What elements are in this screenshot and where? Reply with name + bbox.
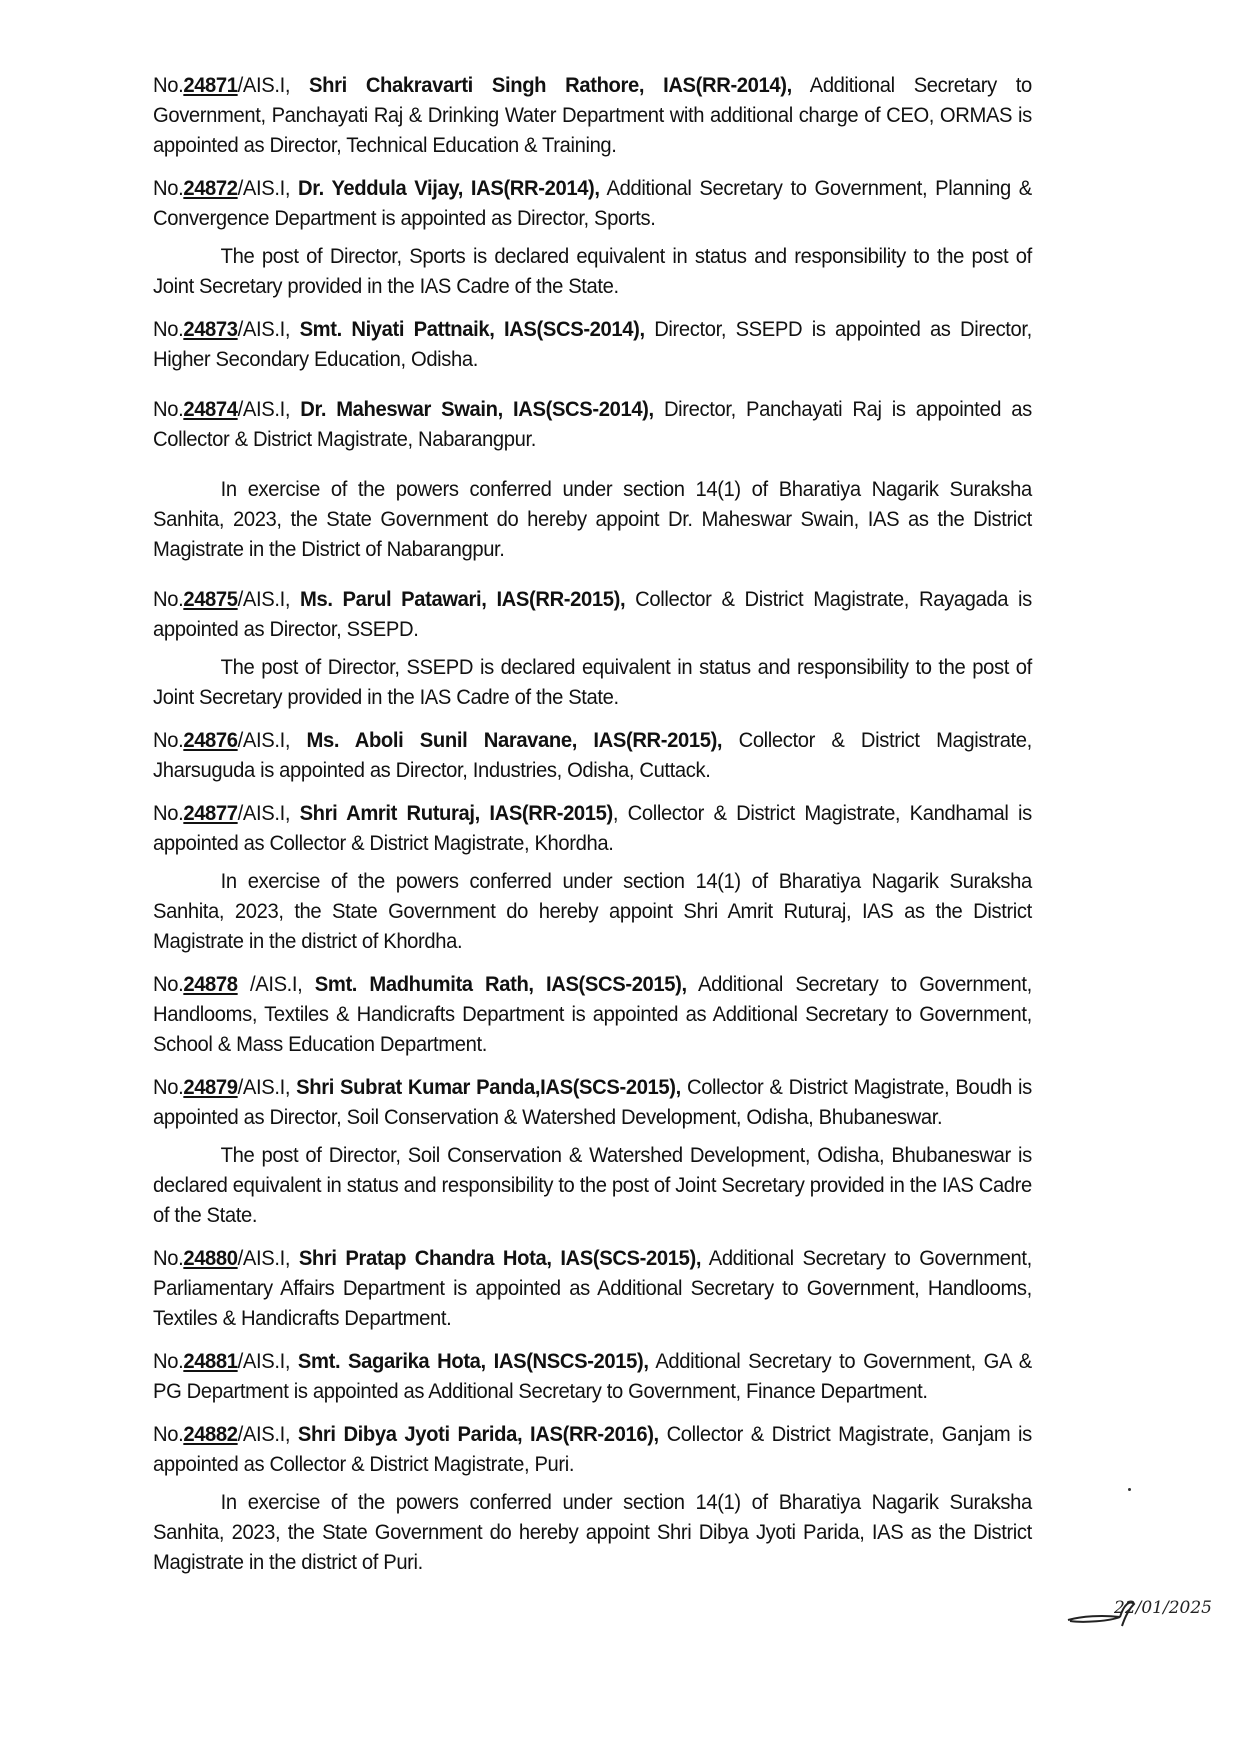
officer-name: Shri Pratap Chandra Hota, IAS(SCS-2015), <box>298 1246 702 1270</box>
order-prefix: No. <box>153 728 184 752</box>
order-note: In exercise of the powers conferred under section 14(1) of Bharatiya Nagarik Suraksha Sanhita, 2023, the State Government do hereby appoint Shri Dibya Jyoti Parida, IAS as the District Magistrate in the district of Puri. <box>153 1490 1032 1574</box>
order-paragraph <box>153 798 1032 858</box>
order-paragraph <box>153 1346 1032 1406</box>
order-text: Director, Panchayati Raj is appointed as Collector & District Magistrate, Nabarangpur. <box>153 397 1032 451</box>
order-text: Additional Secretary to Government, Panchayati Raj & Drinking Water Department with additional charge of CEO, ORMAS is appointed as Director, Technical Education & Training. <box>153 73 1032 157</box>
officer-name: Smt. Sagarika Hota, IAS(NSCS-2015), <box>297 1349 649 1373</box>
order-number: 24877 <box>183 801 238 825</box>
order-suffix: /AIS.I, <box>237 1075 297 1099</box>
order-paragraph <box>153 1243 1032 1333</box>
order-prefix: No. <box>153 317 184 341</box>
order-suffix: /AIS.I, <box>237 1422 298 1446</box>
order-number: 24874 <box>183 397 238 421</box>
officer-name: Ms. Parul Patawari, IAS(RR-2015), <box>300 587 626 611</box>
order-suffix: /AIS.I, <box>237 397 301 421</box>
order-note: The post of Director, Sports is declared equivalent in status and responsibility to the post of Joint Secretary provided in the IAS Cadre of the State. <box>153 244 1032 298</box>
order-prefix: No. <box>153 1075 184 1099</box>
order-prefix: No. <box>153 972 184 996</box>
order-suffix: /AIS.I, <box>237 587 301 611</box>
officer-name: Shri Amrit Ruturaj, IAS(RR-2015) <box>299 801 613 825</box>
order-suffix: /AIS.I, <box>237 728 307 752</box>
order-text: Additional Secretary to Government, Parliamentary Affairs Department is appointed as Additional Secretary to Government, Handlooms, Textiles & Handicrafts Department. <box>153 1246 1032 1330</box>
order-suffix: /AIS.I, <box>237 801 300 825</box>
order-suffix: /AIS.I, <box>237 176 299 200</box>
order-note: In exercise of the powers conferred under section 14(1) of Bharatiya Nagarik Suraksha Sanhita, 2023, the State Government do hereby appoint Shri Amrit Ruturaj, IAS as the District Magistrate in the district of Khordha. <box>153 869 1032 953</box>
order-text: Additional Secretary to Government, GA & PG Department is appointed as Additional Secretary to Government, Finance Department. <box>153 1349 1032 1403</box>
order-note: The post of Director, Soil Conservation & Watershed Development, Odisha, Bhubaneswar is declared equivalent in status and responsibility to the post of Joint Secretary provided in the IAS Cadre of the State. <box>153 1143 1032 1227</box>
order-suffix: /AIS.I, <box>237 317 300 341</box>
order-paragraph <box>153 394 1032 454</box>
order-number: 24871 <box>183 73 238 97</box>
order-text: Collector & District Magistrate, Ganjam is appointed as Collector & District Magistrate, Puri. <box>153 1422 1032 1476</box>
order-suffix: /AIS.I, <box>237 972 315 996</box>
order-text: Collector & District Magistrate, Boudh is appointed as Director, Soil Conservation & Watershed Development, Odisha, Bhubaneswar. <box>153 1075 1032 1129</box>
order-note: The post of Director, SSEPD is declared equivalent in status and responsibility to the post of Joint Secretary provided in the IAS Cadre of the State. <box>153 655 1032 709</box>
order-paragraph <box>153 725 1032 785</box>
order-number: 24881 <box>183 1349 238 1373</box>
order-prefix: No. <box>153 587 184 611</box>
order-prefix: No. <box>153 801 184 825</box>
order-text: , Collector & District Magistrate, Kandhamal is appointed as Collector & District Magistrate, Khordha. <box>153 801 1032 855</box>
document-page <box>9 0 1173 1756</box>
handwritten-signature <box>1062 1590 1238 1640</box>
order-number: 24875 <box>183 587 238 611</box>
speck-mark <box>1128 1488 1131 1491</box>
officer-name: Dr. Yeddula Vijay, IAS(RR-2014), <box>298 176 600 200</box>
order-number: 24879 <box>183 1075 238 1099</box>
officer-name: Dr. Maheswar Swain, IAS(SCS-2014), <box>300 397 654 421</box>
order-number: 24880 <box>183 1246 238 1270</box>
order-prefix: No. <box>153 176 184 200</box>
order-note: In exercise of the powers conferred under section 14(1) of Bharatiya Nagarik Suraksha Sanhita, 2023, the State Government do hereby appoint Dr. Maheswar Swain, IAS as the District Magistrate in the District of Nabarangpur. <box>153 477 1032 561</box>
order-paragraph <box>153 70 1032 160</box>
order-number: 24882 <box>183 1422 238 1446</box>
order-number: 24878 <box>183 972 238 996</box>
order-number: 24876 <box>183 728 238 752</box>
order-text: Director, SSEPD is appointed as Director, Higher Secondary Education, Odisha. <box>153 317 1032 371</box>
order-prefix: No. <box>153 1422 184 1446</box>
order-paragraph <box>153 1419 1032 1479</box>
officer-name: Ms. Aboli Sunil Naravane, IAS(RR-2015), <box>306 728 723 752</box>
officer-name: Shri Dibya Jyoti Parida, IAS(RR-2016), <box>297 1422 659 1446</box>
officer-name: Shri Subrat Kumar Panda,IAS(SCS-2015), <box>296 1075 681 1099</box>
order-number: 24873 <box>183 317 238 341</box>
order-paragraph <box>153 314 1032 374</box>
order-paragraph <box>153 584 1032 644</box>
order-paragraph <box>153 1072 1032 1132</box>
officer-name: Smt. Niyati Pattnaik, IAS(SCS-2014), <box>299 317 645 341</box>
signature-date: 22/01/2025 <box>1114 1598 1212 1618</box>
order-text: Collector & District Magistrate, Rayagada is appointed as Director, SSEPD. <box>153 587 1032 641</box>
order-number: 24872 <box>183 176 238 200</box>
order-paragraph <box>153 969 1032 1059</box>
order-suffix: /AIS.I, <box>237 1246 299 1270</box>
officer-name: Shri Chakravarti Singh Rathore, IAS(RR-2014), <box>309 73 792 97</box>
order-text: Additional Secretary to Government, Planning & Convergence Department is appointed as Director, Sports. <box>153 176 1032 230</box>
order-suffix: /AIS.I, <box>237 73 310 97</box>
order-text: Collector & District Magistrate, Jharsuguda is appointed as Director, Industries, Odisha, Cuttack. <box>153 728 1032 782</box>
order-prefix: No. <box>153 1246 184 1270</box>
order-prefix: No. <box>153 397 184 421</box>
officer-name: Smt. Madhumita Rath, IAS(SCS-2015), <box>314 972 687 996</box>
order-suffix: /AIS.I, <box>237 1349 298 1373</box>
order-prefix: No. <box>153 1349 184 1373</box>
order-paragraph <box>153 173 1032 233</box>
order-prefix: No. <box>153 73 184 97</box>
order-text: Additional Secretary to Government, Handlooms, Textiles & Handicrafts Department is appointed as Additional Secretary to Government, School & Mass Education Department. <box>153 972 1032 1056</box>
